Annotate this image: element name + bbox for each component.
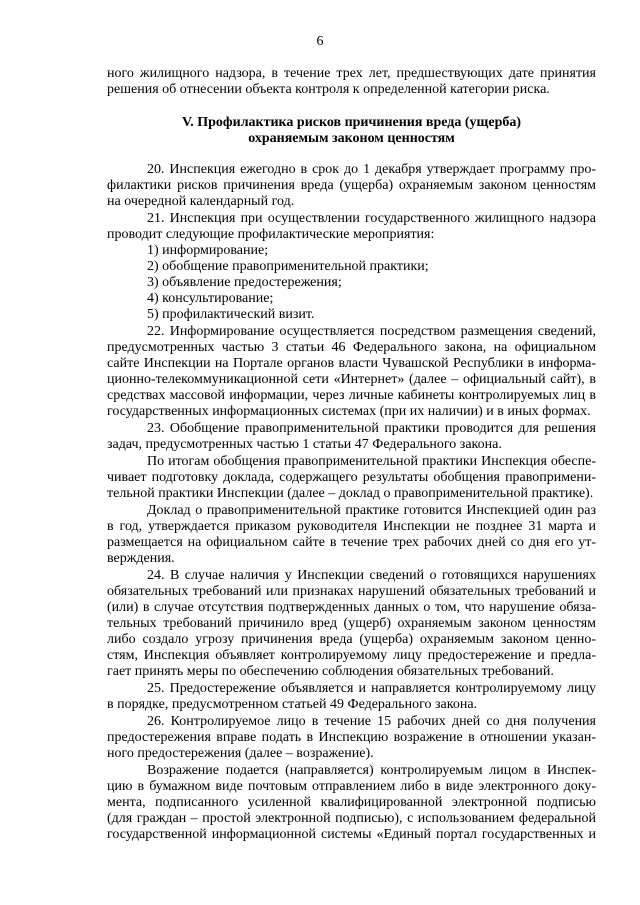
text-line: По итогам обобщения правоприменительной практики Инспекция обеспе- — [147, 454, 596, 469]
text-line: стям, Инспекция объявляет контролируемому лицу предостережение и предла- — [107, 648, 596, 663]
text-line: ного жилищного надзора, в течение трех лет, предшествующих дате принятия — [107, 66, 596, 81]
text-line: Доклад о правоприменительной практике готовится Инспекцией один раз — [147, 503, 596, 518]
text-line: 20. Инспекция ежегодно в срок до 1 декабря утверждает программу про- — [147, 162, 596, 177]
section-heading: охраняемым законом ценностям — [248, 131, 455, 146]
page-number: 6 — [316, 34, 324, 49]
section-heading: V. Профилактика рисков причинения вреда (ущерба) — [181, 115, 522, 130]
text-line: гает принять меры по обеспечению соблюдения обязательных требований. — [107, 664, 554, 679]
text-line: на очередной календарный год. — [107, 194, 295, 209]
text-line: 25. Предостережение объявляется и направляется контролируемому лицу — [147, 681, 596, 696]
text-line: в год, утверждается приказом руководителя Инспекции не позднее 31 марта и — [107, 519, 596, 534]
text-line: тельных требований причинило вред (ущерб) охраняемым законом ценностям — [107, 616, 596, 631]
text-line: предусмотренных частью 3 статьи 46 Федерального закона, на официальном — [107, 340, 596, 355]
text-line: обязательных требований или признаках нарушений обязательных требований и — [107, 584, 596, 599]
text-line: государственной информационной системы «Единый портал государственных и — [107, 827, 596, 842]
list-item: 4) консультирование; — [147, 291, 274, 306]
text-line: верждения. — [107, 551, 175, 566]
text-line: государственных информационных системах (при их наличии) и в иных формах. — [107, 404, 591, 419]
text-line: 23. Обобщение правоприменительной практики проводится для решения — [147, 421, 596, 436]
text-line: решения об отнесении объекта контроля к определенной категории риска. — [107, 82, 550, 97]
text-line: средствах массовой информации, через личные кабинеты контролируемых лиц в — [107, 388, 596, 403]
text-line: сайте Инспекции на Портале органов власти Чувашской Республики в информа- — [107, 356, 596, 371]
text-line: либо создало угрозу причинения вреда (ущерба) охраняемым законом ценно- — [107, 632, 596, 647]
text-line: проводит следующие профилактические мероприятия: — [107, 227, 435, 242]
text-line: (или) в случае отсутствия подтвержденных данных о том, что нарушение обяза- — [107, 600, 596, 615]
list-item: 2) обобщение правоприменительной практики; — [147, 259, 429, 274]
text-line: размещается на официальном сайте в течение трех рабочих дней со дня его ут- — [107, 535, 596, 550]
text-line: 21. Инспекция при осуществлении государственного жилищного надзора — [147, 211, 596, 226]
text-line: (для граждан – простой электронной подписью), с использованием федеральной — [107, 811, 596, 826]
text-line: 22. Информирование осуществляется посредством размещения сведений, — [147, 324, 596, 339]
text-line: ционно-телекоммуникационной сети «Интернет» (далее – официальный сайт), в — [107, 372, 596, 387]
text-line: тельной практики Инспекции (далее – доклад о правоприменительной практике). — [107, 486, 594, 501]
text-line: чивает подготовку доклада, содержащего результаты обобщения правопримени- — [107, 470, 596, 485]
text-line: филактики рисков причинения вреда (ущерба) охраняемым законом ценностям — [107, 178, 596, 193]
text-line: задач, предусмотренных частью 1 статьи 47 Федерального закона. — [107, 437, 502, 452]
text-line: цию в бумажном виде почтовым отправлением либо в виде электронного доку- — [107, 779, 596, 794]
text-line: в порядке, предусмотренном статьей 49 Федерального закона. — [107, 697, 478, 712]
text-line: мента, подписанного усиленной квалифицированной электронной подписью — [107, 795, 596, 810]
text-line: 26. Контролируемое лицо в течение 15 рабочих дней со дня получения — [147, 714, 596, 729]
text-line: Возражение подается (направляется) контролируемым лицом в Инспек- — [147, 763, 596, 778]
text-line: ного предостережения (далее – возражение). — [107, 746, 374, 761]
list-item: 1) информирование; — [147, 243, 269, 258]
list-item: 5) профилактический визит. — [147, 307, 315, 322]
text-line: 24. В случае наличия у Инспекции сведений о готовящихся нарушениях — [147, 568, 596, 583]
list-item: 3) объявление предостережения; — [147, 275, 342, 290]
text-line: предостережения вправе подать в Инспекцию возражение в отношении указан- — [107, 730, 596, 745]
